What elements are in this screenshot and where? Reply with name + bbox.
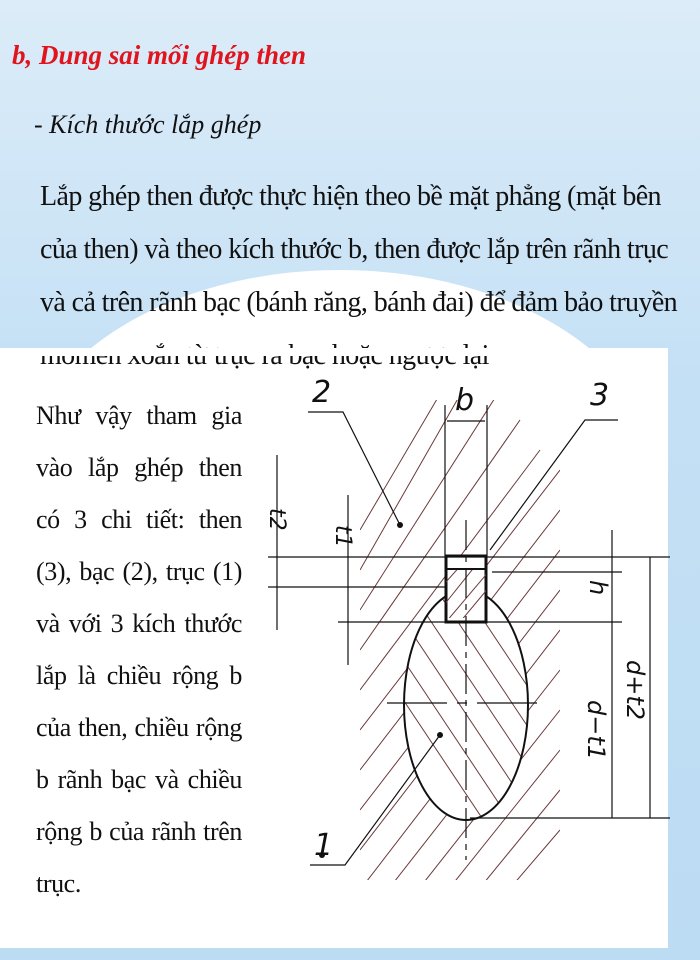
h-label: h	[584, 580, 612, 596]
slide-title: b, Dung sai mối ghép then	[12, 40, 307, 70]
slide-subtitle: - Kích thước lắp ghép	[34, 110, 262, 139]
part-2-label: 2	[312, 375, 332, 410]
explanation-paragraph: Như vậy tham gia vào lắp ghép then có 3 chi tiết: then (3), bạc (2), trục (1) và với 3 kích thước lắp là chiều rộng b của then, chiều rộng b rãnh bạc và chiều rộng b của rãnh trên trục.	[36, 401, 242, 898]
d-plus-t2-label: d+t2	[621, 660, 649, 721]
part-1-label: 1	[314, 828, 334, 863]
key-joint-drawing	[250, 360, 670, 880]
d-minus-t1-label: d−t1	[582, 700, 610, 761]
t2-label: t2	[264, 508, 289, 531]
part-3-label: 3	[590, 378, 610, 413]
t1-label: t1	[330, 525, 355, 548]
width-b-label: b	[455, 383, 475, 418]
background-panel-edge	[0, 348, 668, 356]
intro-paragraph: Lắp ghép then được thực hiện theo bề mặt phẳng (mặt bên của then) và theo kích thước b, then được lắp trên rãnh trục và cả trên rãnh bạc (bánh răng, bánh đai) để đảm bảo truyền	[40, 181, 678, 318]
